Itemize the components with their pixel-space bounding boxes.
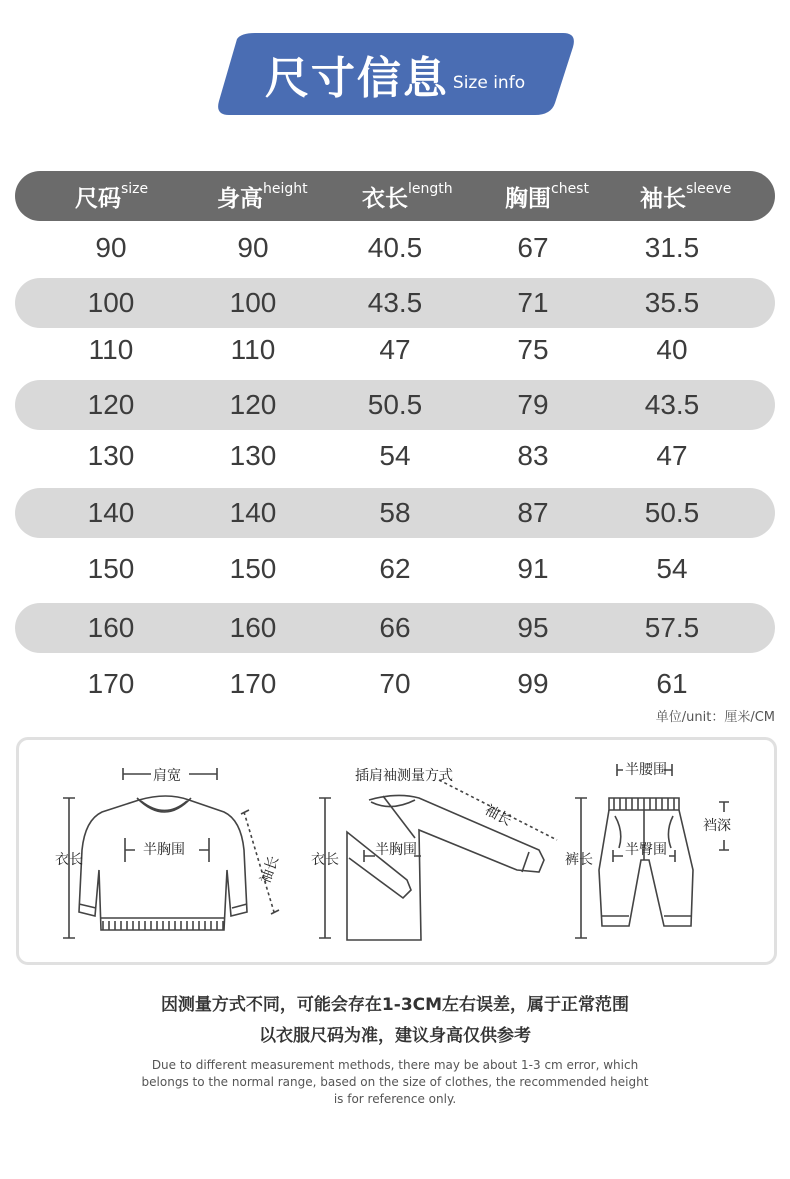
cell-height: 110: [230, 334, 276, 365]
cell-chest: 79: [517, 389, 549, 420]
cell-height: 100: [229, 287, 277, 318]
unit-label: 单位/unit：厘米/CM: [655, 710, 775, 725]
label-pants-length: 裤长: [565, 852, 593, 868]
cell-size: 100: [87, 287, 135, 318]
table-row: [15, 223, 775, 273]
cell-height: 130: [229, 440, 277, 471]
cell-length: 50.5: [367, 389, 423, 420]
cell-size: 130: [87, 440, 135, 471]
cell-chest: 71: [517, 287, 549, 318]
cell-sleeve: 31.5: [644, 232, 700, 263]
label-sweater-sleeve: 袖长: [257, 854, 283, 886]
cell-size: 170: [87, 668, 135, 699]
note-cn-line1: 因测量方式不同，可能会存在1-3CM左右误差，属于正常范围: [160, 995, 630, 1015]
cell-length: 62: [379, 553, 411, 584]
cell-size: 140: [87, 497, 135, 528]
note-en: [0, 1057, 790, 1108]
label-raglan-title: 插肩袖测量方式: [355, 768, 453, 784]
cell-sleeve: 43.5: [644, 389, 700, 420]
note-en-line3: is for reference only.: [333, 1092, 457, 1106]
table-row: [15, 488, 775, 538]
header-length: 衣长 length: [362, 181, 453, 212]
cell-height: 90: [237, 232, 269, 263]
cell-length: 66: [379, 612, 411, 643]
garment-illustrations: [19, 740, 774, 962]
label-hip: 半臀围: [625, 842, 667, 858]
table-row: [15, 380, 775, 430]
note-en-line2: belongs to the normal range, based on the size of clothes, the recommended height: [141, 1075, 649, 1089]
size-table-header: [15, 171, 775, 221]
label-raglan-sleeve: 袖长: [481, 802, 515, 830]
label-raglan-chest: 半胸围: [375, 842, 417, 858]
cell-length: 40.5: [367, 232, 423, 263]
cell-sleeve: 54: [656, 553, 688, 584]
cell-size: 110: [88, 334, 134, 365]
label-sweater-length: 衣长: [55, 852, 83, 868]
table-row: [15, 544, 775, 594]
cell-height: 170: [229, 668, 277, 699]
table-row: [15, 278, 775, 328]
cell-chest: 75: [517, 334, 549, 365]
label-shoulder: 肩宽: [153, 768, 181, 784]
label-sweater-chest: 半胸围: [143, 842, 185, 858]
cell-sleeve: 61: [656, 668, 688, 699]
cell-height: 120: [229, 389, 277, 420]
cell-height: 140: [229, 497, 277, 528]
cell-size: 150: [87, 553, 135, 584]
note-cn-line2: 以衣服尺码为准，建议身高仅供参考: [259, 1026, 531, 1046]
cell-length: 47: [379, 334, 411, 365]
cell-length: 70: [379, 668, 411, 699]
note-en-line1: Due to different measurement methods, there may be about 1-3 cm error, which: [151, 1058, 639, 1072]
page-title-en: Size info: [452, 73, 526, 93]
cell-chest: 91: [517, 553, 549, 584]
table-row: [15, 325, 775, 375]
title-badge: [215, 33, 575, 115]
label-waist: 半腰围: [625, 762, 667, 778]
cell-chest: 87: [517, 497, 549, 528]
header-sleeve: 袖长 sleeve: [640, 181, 732, 212]
cell-sleeve: 40: [656, 334, 688, 365]
cell-length: 58: [379, 497, 411, 528]
cell-chest: 99: [517, 668, 549, 699]
cell-chest: 83: [517, 440, 549, 471]
page-title: 尺寸信息: [264, 53, 449, 104]
cell-length: 43.5: [367, 287, 423, 318]
cell-sleeve: 57.5: [644, 612, 700, 643]
cell-chest: 95: [517, 612, 549, 643]
header-height: 身高 height: [217, 181, 308, 212]
table-row: [15, 603, 775, 653]
table-row: [15, 659, 775, 709]
raglan-illustration: [319, 780, 557, 940]
cell-sleeve: 47: [656, 440, 688, 471]
label-rise: 裆深: [703, 818, 731, 834]
cell-length: 54: [379, 440, 411, 471]
cell-size: 90: [95, 232, 127, 263]
cell-height: 150: [229, 553, 277, 584]
cell-size: 160: [87, 612, 135, 643]
label-raglan-length: 衣长: [311, 852, 339, 868]
measurement-diagram: [16, 737, 777, 965]
header-chest: 胸围 chest: [505, 181, 589, 212]
table-row: [15, 431, 775, 481]
cell-size: 120: [87, 389, 135, 420]
cell-sleeve: 35.5: [644, 287, 700, 318]
cell-chest: 67: [517, 232, 549, 263]
header-size: 尺码 size: [75, 181, 149, 212]
cell-sleeve: 50.5: [644, 497, 700, 528]
cell-height: 160: [229, 612, 277, 643]
